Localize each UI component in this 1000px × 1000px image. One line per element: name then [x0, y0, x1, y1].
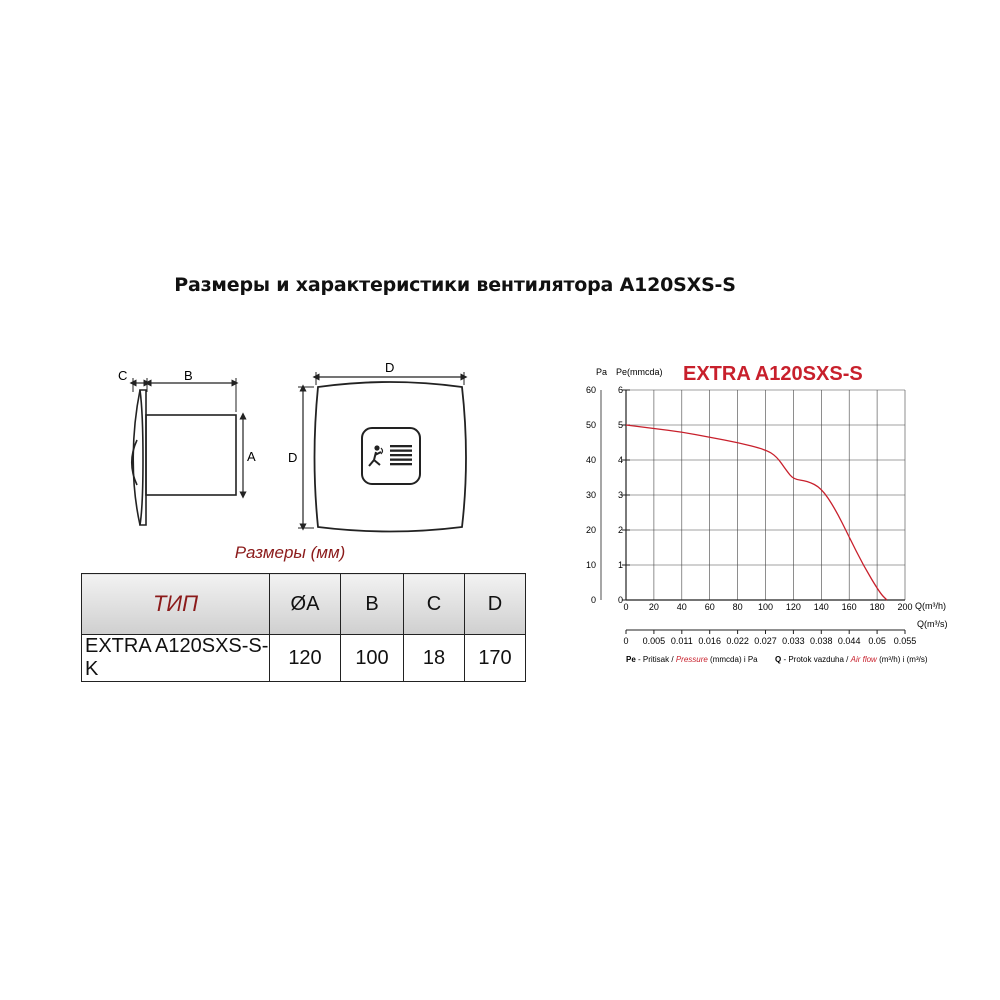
- airflow-legend-italic: Air flow: [850, 655, 877, 664]
- y-right-axis-label: Pe(mmcda): [616, 367, 663, 377]
- dim-label-d-left: D: [288, 450, 298, 465]
- cell-c: 18: [404, 635, 465, 682]
- chart-title: EXTRA A120SXS-S: [683, 363, 863, 385]
- cell-b: 100: [341, 635, 404, 682]
- x-tick-label: 140: [813, 602, 829, 612]
- dim-label-d-top: D: [385, 360, 395, 375]
- pressure-legend-text: - Pritisak /: [635, 655, 676, 664]
- x2-axis-label: Q(m³/s): [917, 619, 948, 629]
- dim-label-a: A: [247, 449, 256, 464]
- x2-tick-label: 0.005: [642, 636, 666, 646]
- pressure-legend-tail: (mmcda) i Pa: [707, 655, 758, 664]
- header-a: ØA: [270, 574, 341, 635]
- x2-tick-label: 0.027: [754, 636, 777, 646]
- airflow-legend-key: Q: [775, 655, 782, 664]
- y-left-axis-label: Pa: [596, 367, 608, 377]
- y-right-tick-label: 5: [617, 420, 623, 430]
- y-left-tick-label: 60: [585, 385, 596, 395]
- pressure-legend: [626, 655, 758, 664]
- cell-type: EXTRA A120SXS-S-K: [82, 635, 270, 682]
- x2-tick-label: 0.011: [670, 636, 693, 646]
- page-title: Размеры и характеристики вентилятора A120SXS-S: [174, 274, 736, 296]
- x2-tick-label: 0.033: [782, 636, 805, 646]
- header-c: C: [404, 574, 465, 635]
- x-tick-label: 120: [785, 602, 801, 612]
- pressure-legend-italic: Pressure: [675, 655, 708, 664]
- y-left-tick-label: 10: [585, 560, 596, 570]
- series-line: [626, 425, 887, 600]
- dim-label-b: B: [184, 368, 193, 383]
- y-right-tick-label: 2: [617, 525, 623, 535]
- x-tick-label: 200: [897, 602, 913, 612]
- cell-a: 120: [270, 635, 341, 682]
- x2-tick-label: 0.016: [698, 636, 721, 646]
- x-tick-label: 180: [869, 602, 885, 612]
- x2-tick-label: 0: [623, 636, 629, 646]
- x2-tick-label: 0.038: [810, 636, 833, 646]
- dim-label-c: C: [118, 368, 128, 383]
- pressure-legend-key: Pe: [626, 655, 636, 664]
- y-left-tick-label: 30: [585, 490, 596, 500]
- x-tick-label: 100: [757, 602, 774, 612]
- x-tick-label: 20: [648, 602, 659, 612]
- x2-tick-label: 0.055: [893, 636, 917, 646]
- header-d: D: [465, 574, 526, 635]
- airflow-legend-text: - Protok vazduha /: [781, 655, 851, 664]
- header-type: ТИП: [82, 574, 270, 635]
- x-tick-label: 40: [676, 602, 687, 612]
- x2-tick-label: 0.044: [837, 636, 861, 646]
- x-tick-label: 60: [704, 602, 715, 612]
- cell-d: 170: [465, 635, 526, 682]
- airflow-legend-tail: (m³/h) i (m³/s): [876, 655, 928, 664]
- y-right-tick-label: 4: [617, 455, 623, 465]
- x2-tick-label: 0.05: [868, 636, 886, 646]
- y-right-tick-label: 3: [617, 490, 623, 500]
- x2-tick-label: 0.022: [726, 636, 749, 646]
- y-left-tick-label: 0: [590, 595, 596, 605]
- dimensions-caption: Размеры (мм): [234, 543, 346, 562]
- y-right-tick-label: 1: [617, 560, 623, 570]
- x-axis-label: Q(m³/h): [915, 601, 946, 611]
- y-right-tick-label: 6: [617, 385, 623, 395]
- x-tick-label: 80: [732, 602, 743, 612]
- y-left-tick-label: 40: [585, 455, 596, 465]
- airflow-legend: [775, 655, 928, 664]
- y-left-tick-label: 50: [585, 420, 596, 430]
- x-tick-label: 0: [623, 602, 629, 612]
- x-tick-label: 160: [841, 602, 857, 612]
- y-right-tick-label: 0: [617, 595, 623, 605]
- header-b: B: [341, 574, 404, 635]
- y-left-tick-label: 20: [585, 525, 596, 535]
